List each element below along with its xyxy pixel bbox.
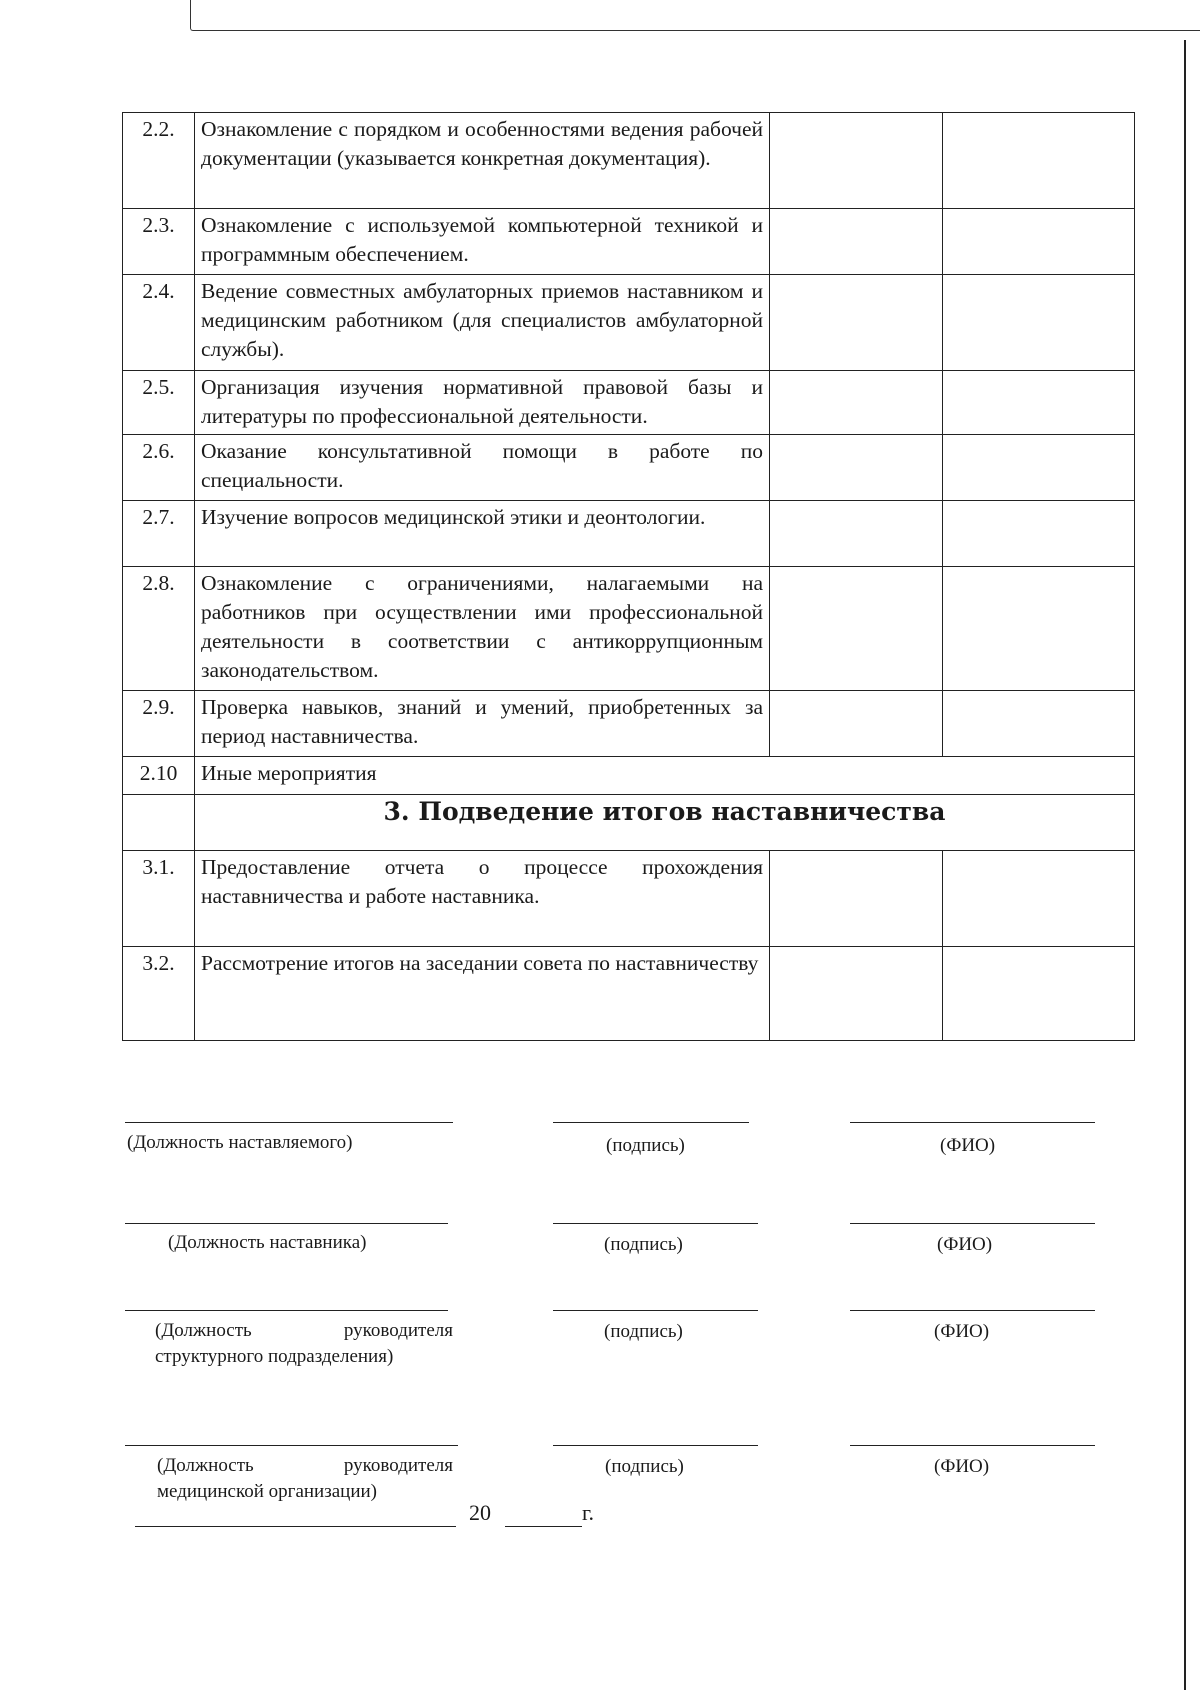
row-text: Иные мероприятия — [195, 757, 1135, 795]
signature-line — [553, 1122, 749, 1123]
position-line — [125, 1310, 448, 1311]
position-caption: (Должность наставника) — [168, 1232, 367, 1253]
row-text: Ознакомление с ограничениями, налагаемыми на работников при осуществлении ими профессиональной деятельности в соответствии с антикоррупционным законодательством. — [195, 567, 770, 691]
empty-cell — [943, 501, 1135, 567]
signature-caption: (подпись) — [605, 1456, 684, 1477]
empty-cell — [770, 275, 943, 371]
row-text: Изучение вопросов медицинской этики и деонтологии. — [195, 501, 770, 567]
day-month-line — [135, 1526, 456, 1527]
empty-cell — [943, 691, 1135, 757]
row-text: Рассмотрение итогов на заседании совета по наставничеству — [195, 947, 770, 1041]
table-row — [123, 691, 1135, 757]
empty-cell — [943, 209, 1135, 275]
empty-cell — [123, 795, 195, 851]
row-text: Проверка навыков, знаний и умений, приобретенных за период наставничества. — [195, 691, 770, 757]
table-row — [123, 567, 1135, 691]
table-row — [123, 435, 1135, 501]
position-caption — [157, 1453, 453, 1505]
position-line — [125, 1223, 448, 1224]
empty-cell — [770, 691, 943, 757]
scan-edge-top — [190, 0, 1200, 31]
table-row — [123, 371, 1135, 435]
row-text: Ознакомление с используемой компьютерной техникой и программным обеспечением. — [195, 209, 770, 275]
row-text: Ведение совместных амбулаторных приемов наставником и медицинским работником (для специалистов амбулаторной службы). — [195, 275, 770, 371]
empty-cell — [770, 947, 943, 1041]
scan-edge-right — [1184, 40, 1186, 1690]
signature-line — [553, 1445, 758, 1446]
table-row — [123, 275, 1135, 371]
row-text: Оказание консультативной помощи в работе по специальности. — [195, 435, 770, 501]
row-number: 2.4. — [123, 275, 195, 371]
signature-caption: (подпись) — [606, 1135, 685, 1156]
empty-cell — [770, 435, 943, 501]
fio-line — [850, 1310, 1095, 1311]
row-number: 2.8. — [123, 567, 195, 691]
empty-cell — [943, 947, 1135, 1041]
fio-caption: (ФИО) — [937, 1234, 993, 1255]
position-caption-line1: (Должность руководителя — [157, 1455, 453, 1476]
fio-line — [850, 1122, 1095, 1123]
empty-cell — [770, 113, 943, 209]
row-text: Ознакомление с порядком и особенностями ведения рабочей документации (указывается конкретная документация). — [195, 113, 770, 209]
fio-line — [850, 1223, 1095, 1224]
section-header-row — [123, 795, 1135, 851]
row-number: 2.5. — [123, 371, 195, 435]
fio-caption: (ФИО) — [934, 1321, 990, 1342]
row-number: 2.6. — [123, 435, 195, 501]
position-caption-line2: структурного подразделения) — [155, 1346, 394, 1367]
section-title: 3. Подведение итогов наставничества — [195, 795, 1135, 851]
row-number: 2.10 — [123, 757, 195, 795]
row-number: 3.2. — [123, 947, 195, 1041]
year-prefix: 20 — [469, 1500, 491, 1525]
fio-line — [850, 1445, 1095, 1446]
signature-line — [553, 1310, 758, 1311]
empty-cell — [770, 567, 943, 691]
empty-cell — [770, 851, 943, 947]
empty-cell — [943, 275, 1135, 371]
empty-cell — [770, 501, 943, 567]
year-line — [505, 1526, 582, 1527]
row-number: 2.2. — [123, 113, 195, 209]
table-row — [123, 947, 1135, 1041]
empty-cell — [943, 851, 1135, 947]
position-line — [125, 1122, 453, 1123]
empty-cell — [943, 113, 1135, 209]
signature-caption: (подпись) — [604, 1234, 683, 1255]
position-caption-line2: медицинской организации) — [157, 1481, 377, 1502]
empty-cell — [943, 567, 1135, 691]
row-number: 2.9. — [123, 691, 195, 757]
table-row — [123, 113, 1135, 209]
fio-caption: (ФИО) — [934, 1456, 990, 1477]
row-text: Организация изучения нормативной правовой базы и литературы по профессиональной деятельности. — [195, 371, 770, 435]
mentoring-plan-table — [122, 112, 1135, 1041]
empty-cell — [943, 371, 1135, 435]
position-caption-line1: (Должность руководителя — [155, 1320, 453, 1341]
row-number: 2.3. — [123, 209, 195, 275]
signature-caption: (подпись) — [604, 1321, 683, 1342]
row-number: 3.1. — [123, 851, 195, 947]
signature-line — [553, 1223, 758, 1224]
row-text: Предоставление отчета о процессе прохождения наставничества и работе наставника. — [195, 851, 770, 947]
row-number: 2.7. — [123, 501, 195, 567]
table-row — [123, 757, 1135, 795]
empty-cell — [770, 209, 943, 275]
empty-cell — [943, 435, 1135, 501]
table-row — [123, 501, 1135, 567]
position-line — [125, 1445, 458, 1446]
fio-caption: (ФИО) — [940, 1135, 996, 1156]
empty-cell — [770, 371, 943, 435]
table-row — [123, 209, 1135, 275]
year-suffix: г. — [582, 1500, 595, 1525]
position-caption — [155, 1318, 453, 1370]
table-row — [123, 851, 1135, 947]
position-caption: (Должность наставляемого) — [127, 1132, 353, 1153]
